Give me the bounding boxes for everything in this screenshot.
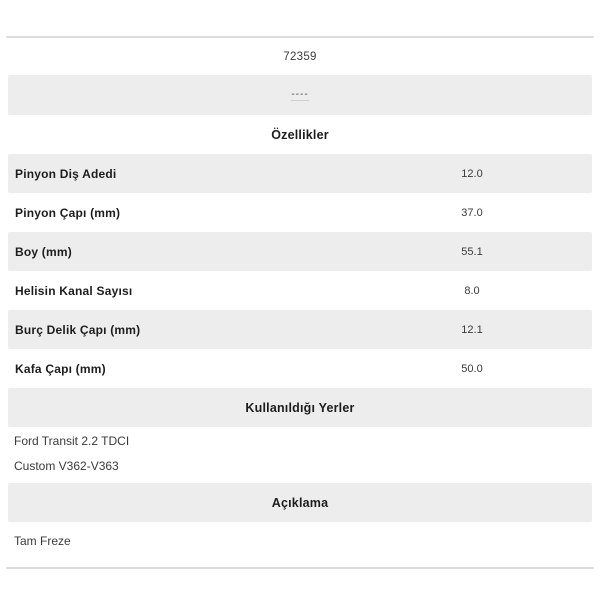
- specs-section-title-row: [0, 115, 600, 154]
- spec-row-helisin-kanal-sayisi: [8, 271, 592, 310]
- dashes-band: [8, 75, 592, 115]
- spec-row-burc-delik-capi: [8, 310, 592, 349]
- spec-row-pinyon-capi: [8, 193, 592, 232]
- spec-label: Burç Delik Çapı (mm): [15, 322, 141, 337]
- spec-value: 8.0: [464, 284, 480, 297]
- spec-value: 12.0: [461, 167, 483, 180]
- usage-text-block: [0, 427, 600, 483]
- description-section-header: [8, 483, 592, 522]
- spec-row-kafa-capi: [8, 349, 592, 388]
- bottom-divider: [6, 567, 594, 569]
- spec-row-boy: [8, 232, 592, 271]
- spec-label: Pinyon Çapı (mm): [15, 205, 121, 220]
- top-spacer: [0, 0, 600, 36]
- usage-line: Custom V362-V363: [14, 459, 119, 473]
- spec-value: 12.1: [461, 323, 483, 336]
- spec-row-pinyon-dis-adedi: [8, 154, 592, 193]
- spec-value: 50.0: [461, 362, 483, 375]
- usage-section-header: [8, 388, 592, 427]
- usage-section-title: Kullanıldığı Yerler: [245, 400, 355, 415]
- description-text-block: [0, 522, 600, 567]
- dashes-placeholder: ----: [291, 88, 309, 100]
- spec-label: Boy (mm): [15, 244, 72, 259]
- description-section-title: Açıklama: [271, 495, 329, 510]
- usage-line: Ford Transit 2.2 TDCI: [14, 434, 130, 448]
- description-line: Tam Freze: [14, 534, 71, 548]
- spec-label: Pinyon Diş Adedi: [15, 166, 117, 181]
- spec-label: Kafa Çapı (mm): [15, 361, 106, 376]
- spec-value: 37.0: [461, 206, 483, 219]
- product-code-row: [0, 38, 600, 75]
- spec-value: 55.1: [461, 245, 483, 258]
- specs-section-title: Özellikler: [271, 127, 329, 142]
- product-code: 72359: [283, 50, 317, 63]
- spec-label: Helisin Kanal Sayısı: [15, 283, 133, 298]
